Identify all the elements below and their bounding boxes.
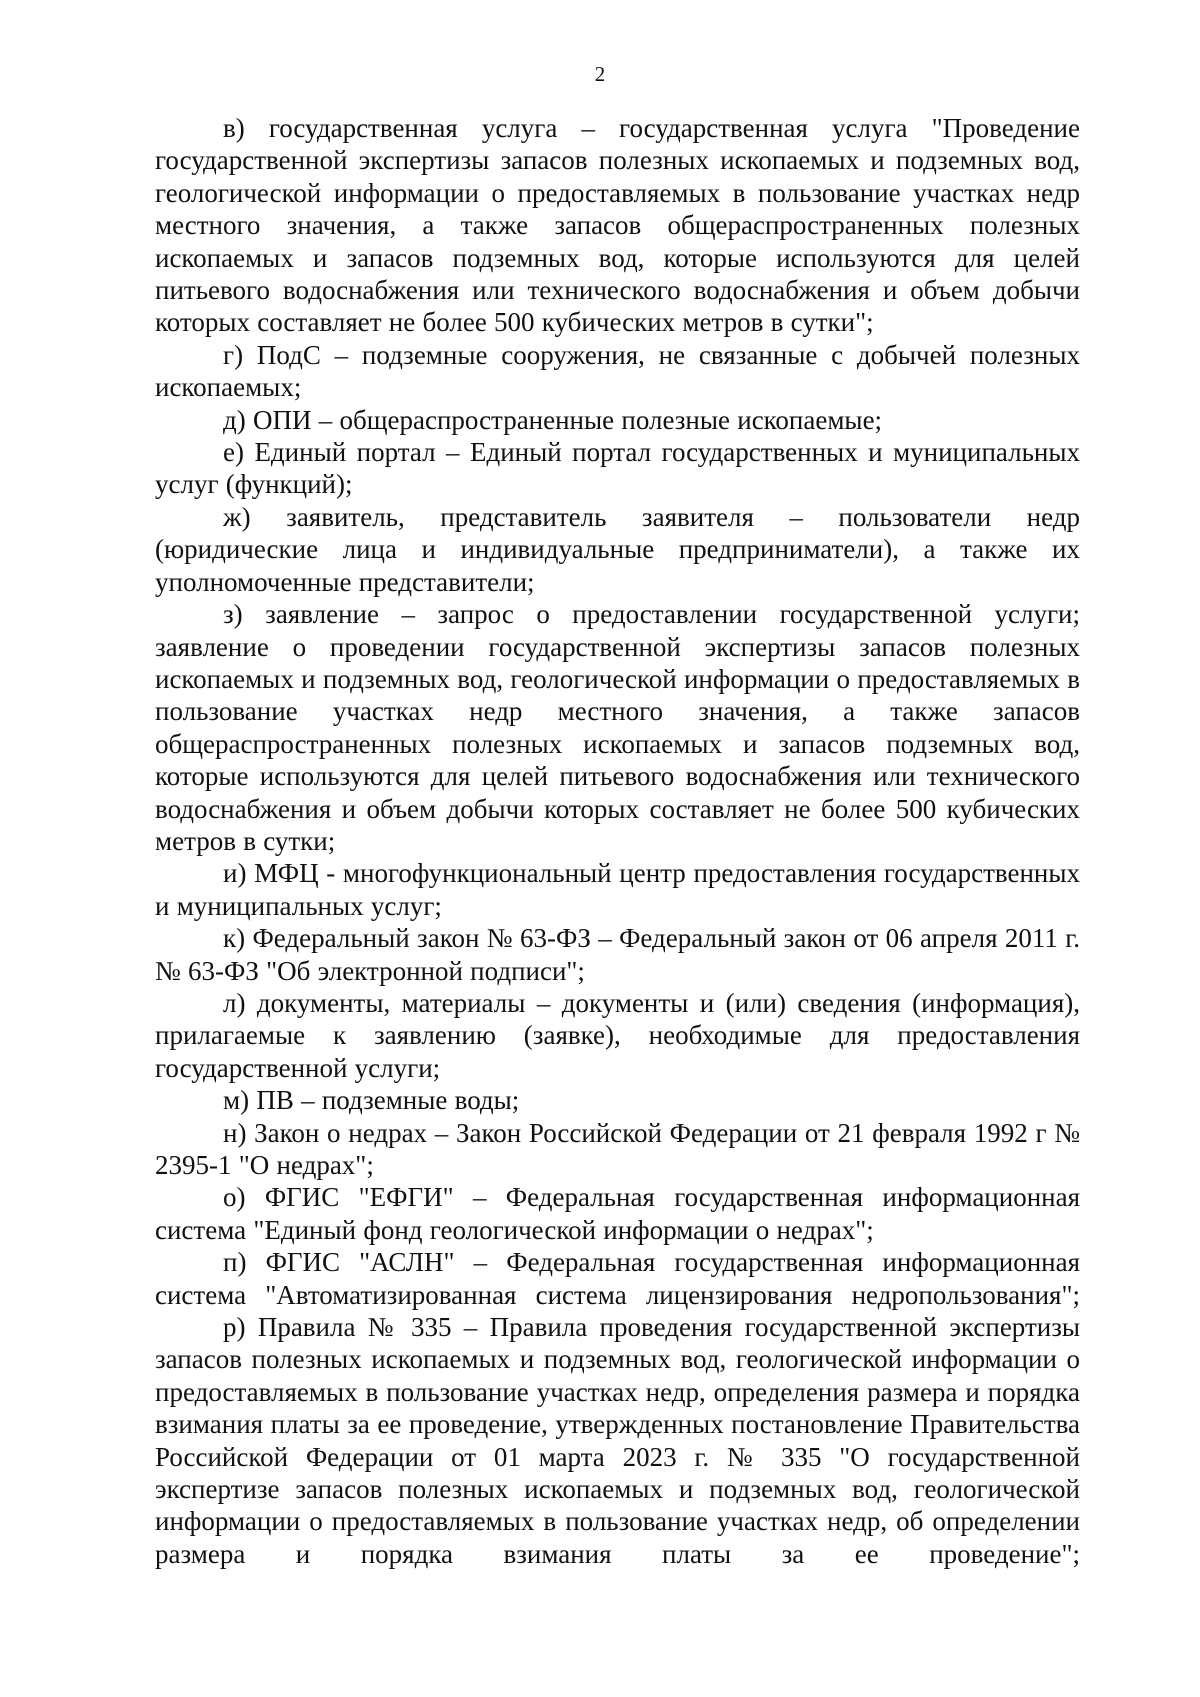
definition-paragraph-l: л) документы, материалы – документы и (или) сведения (информация), прилагаемые к заявлению (заявке), необходимые для предоставления государственной услуги; [155,987,1080,1083]
definition-paragraph-d: д) ОПИ – общераспространенные полезные ископаемые; [223,404,883,435]
definition-paragraph-g: г) ПодС – подземные сооружения, не связанные с добычей полезных ископаемых; [155,339,1080,403]
document-body [155,112,1080,1570]
definition-paragraph-m: м) ПВ – подземные воды; [223,1085,520,1116]
definition-paragraph-v: в) государственная услуга – государственная услуга "Проведение государственной экспертизы запасов полезных ископаемых и подземных вод, геологической информации о предоставляемых в пользование участках недр местного значения, а также запасов общераспространенных полезных ископаемых и запасов подземных вод, которые используются для целей питьевого водоснабжения или технического водоснабжения и объем добычи которых составляет не более 500 кубических метров в сутки"; [155,113,1080,338]
definition-paragraph-e: е) Единый портал – Единый портал государственных и муниципальных услуг (функций); [155,437,1080,500]
definition-paragraph-o: о) ФГИС "ЕФГИ" – Федеральная государственная информационная система "Единый фонд геологической информации о недрах"; [155,1182,1080,1245]
definition-paragraph-zh: ж) заявитель, представитель заявителя – пользователи недр (юридические лица и индивидуальные предприниматели), а также их уполномоченные представители; [155,501,1080,597]
definition-paragraph-k: к) Федеральный закон № 63-ФЗ – Федеральный закон от 06 апреля 2011 г. № 63-ФЗ "Об электронной подписи"; [155,923,1080,986]
definition-paragraph-i: и) МФЦ - многофункциональный центр предоставления государственных и муниципальных услуг; [155,858,1080,921]
definition-paragraph-n: н) Закон о недрах – Закон Российской Федерации от 21 февраля 1992 г № 2395-1 "О недрах"; [155,1117,1080,1180]
definition-paragraph-z: з) заявление – запрос о предоставлении государственной услуги; заявление о проведении государственной экспертизы запасов полезных ископаемых и подземных вод, геологической информации о предоставляемых в пользование участках недр местного значения, а также запасов общераспространенных полезных ископаемых и запасов подземных вод, которые используются для целей питьевого водоснабжения или технического водоснабжения и объем добычи которых составляет не более 500 кубических метров в сутки; [155,599,1080,856]
definition-paragraph-r: р) Правила № 335 – Правила проведения государственной экспертизы запасов полезных ископаемых и подземных вод, геологической информации о предоставляемых в пользование участках недр, определения размера и порядка взимания платы за ее проведение, утвержденных постановление Правительства Российской Федерации от 01 марта 2023 г. № 335 "О государственной экспертизе запасов полезных ископаемых и подземных вод, геологической информации о предоставляемых в пользование участках недр, об определении размера и порядка взимания платы за ее проведение"; [155,1312,1080,1569]
definition-paragraph-p: п) ФГИС "АСЛН" – Федеральная государственная информационная система "Автоматизированная система лицензирования недропользования"; [155,1247,1080,1310]
page-number: 2 [594,62,606,86]
